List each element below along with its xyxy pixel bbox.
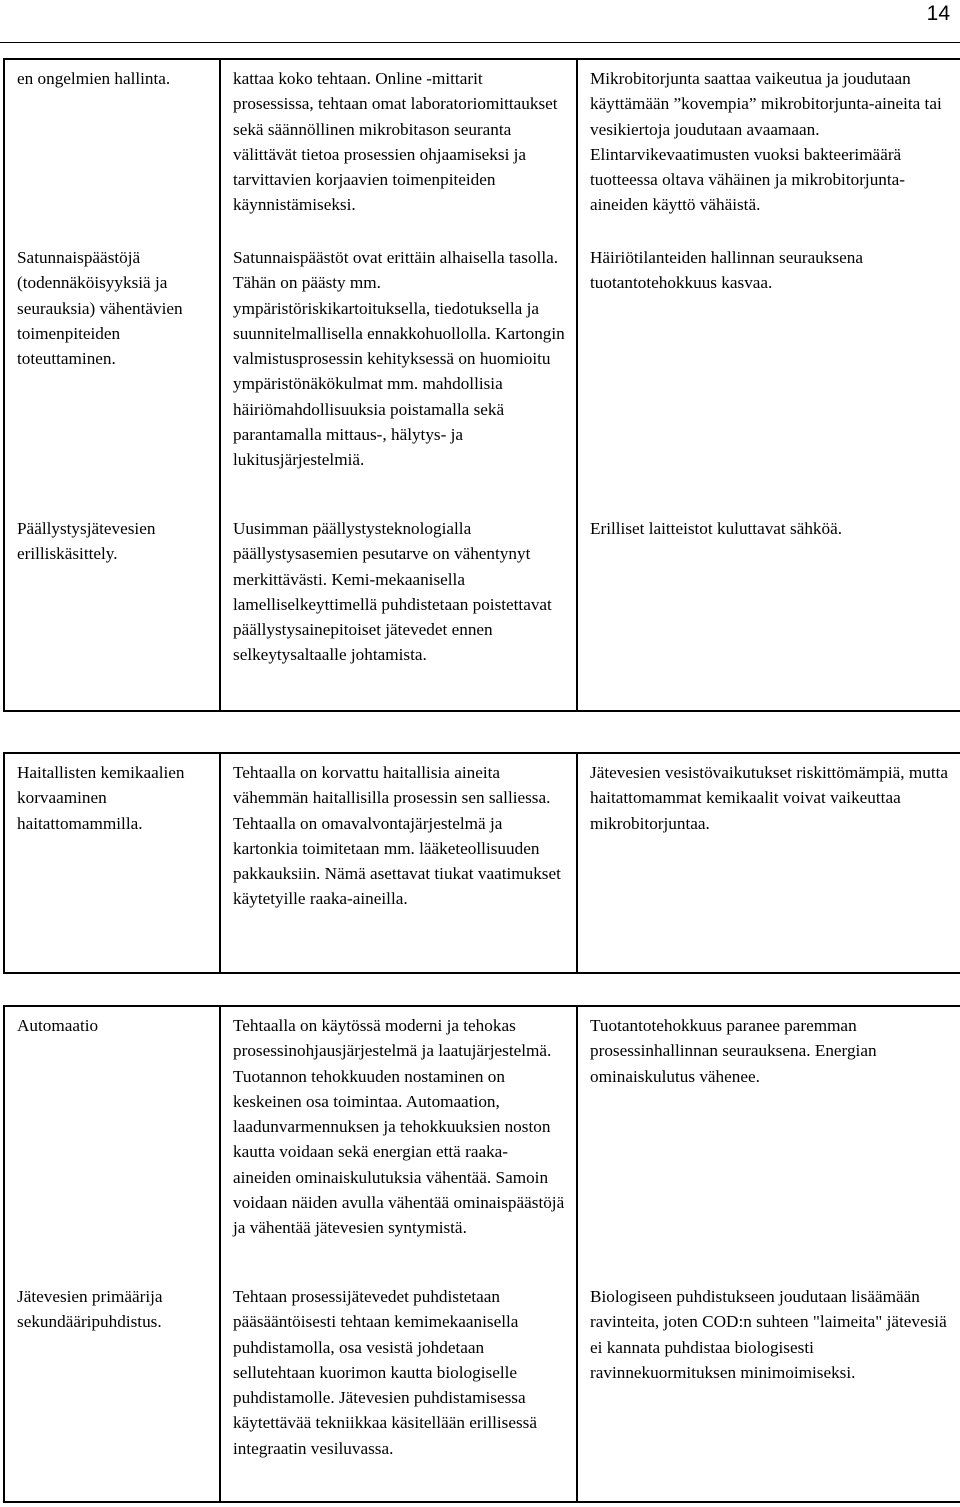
effects-cell: Jätevesien vesistövaikutukset riskittömämpiä, mutta haitattomammat kemikaalit voivat vaikeuttaa mikrobitorjuntaa. <box>577 753 960 973</box>
effects-text: Tuotantotehokkuus paranee paremman prosessinhallinnan seurauksena. Energian ominaiskulutus vähenee. <box>590 1016 877 1086</box>
measures-table-part-1 <box>3 58 960 712</box>
measures-table-part-2 <box>3 752 960 974</box>
measure-cell: Haitallisten kemikaalien korvaaminen haitattomammilla. <box>4 753 220 973</box>
measures-table-part-3 <box>3 1005 960 1503</box>
effects-cell <box>577 59 960 711</box>
implementation-text: Tehtaan prosessijätevedet puhdistetaan pääsääntöisesti tehtaan kemimekaanisella puhdistamolla, osa vesistä johdetaan sellutehtaan kuorimon kautta biologiselle puhdistamolle. Jätevesien puhdistamisessa käytettävää tekniikkaa käsitellään erillisessä integraatin vesiluvassa. <box>233 1287 537 1458</box>
table-row <box>4 59 960 711</box>
implementation-text: Tehtaalla on käytössä moderni ja tehokas prosessinohjausjärjestelmä ja laatujärjestelmä. Tuotannon tehokkuuden nostaminen on keskeinen osa toimintaa. Automaation, laadunvarmennuksen ja tehokkuuksien noston kautta voidaan sekä energian että raaka-aineiden ominaiskulutuksia vähentää. Samoin voidaan näiden avulla vähentää ominaispäästöjä ja vähentää jätevesien syntymistä. <box>233 1016 565 1238</box>
measure-text: en ongelmien hallinta. <box>17 69 171 88</box>
measure-text: Satunnaispäästöjä (todennäköisyyksiä ja seurauksia) vähentävien toimenpiteiden toteuttaminen. <box>17 248 183 369</box>
implementation-cell <box>220 1006 577 1502</box>
implementation-cell: Tehtaalla on korvattu haitallisia aineita vähemmän haitallisilla prosessin sen salliessa. Tehtaalla on omavalvontajärjestelmä ja kartonkia toimitetaan mm. lääketeollisuuden pakkauksiin. Nämä asettavat tiukat vaatimukset käytetyille raaka-aineilla. <box>220 753 577 973</box>
table-row <box>4 753 960 973</box>
effects-text: Biologiseen puhdistukseen joudutaan lisäämään ravinteita, joten COD:n suhteen "laimeita" jätevesiä ei kannata puhdistaa biologisesti ravinnekuormituksen minimoimiseksi. <box>590 1287 947 1382</box>
measure-cell <box>4 1006 220 1502</box>
effects-text: Häiriötilanteiden hallinnan seurauksena tuotantotehokkuus kasvaa. <box>590 248 863 293</box>
effects-cell <box>577 1006 960 1502</box>
implementation-text: Uusimman päällystysteknologialla päällystysasemien pesutarve on vähentynyt merkittävästi. Kemi-mekaanisella lamelliselkeyttimellä puhdistetaan poistettavat päällystysainepitoiset jätevedet ennen selkeytysaltaalle johtamista. <box>233 519 552 665</box>
effects-text: Mikrobitorjunta saattaa vaikeutua ja joudutaan käyttämään ”kovempia” mikrobitorjunta-aineita tai vesikiertoja joudutaan avaamaan. Elintarvikevaatimusten vuoksi bakteerimäärä tuotteessa oltava vähäinen ja mikrobitorjunta-aineiden käyttö vähäistä. <box>590 69 942 215</box>
implementation-text: Satunnaispäästöt ovat erittäin alhaisella tasolla. Tähän on päästy mm. ympäristöriskikartoituksella, tiedotuksella ja suunnitelmallisella ennakkohuollolla. Kartongin valmistusprosessin kehityksessä on huomioitu ympäristönäkökulmat mm. mahdollisia häiriömahdollisuuksia poistamalla sekä parantamalla mittaus-, hälytys- ja lukitusjärjestelmiä. <box>233 248 565 470</box>
page-number: 14 <box>926 2 950 25</box>
measure-text: Jätevesien primäärija sekundääripuhdistus. <box>17 1287 163 1332</box>
header-rule <box>0 42 960 43</box>
measure-text: Päällystysjätevesien erilliskäsittely. <box>17 519 156 564</box>
table-row <box>4 1006 960 1502</box>
effects-text: Erilliset laitteistot kuluttavat sähköä. <box>590 519 843 538</box>
measure-text: Automaatio <box>17 1016 99 1035</box>
implementation-cell <box>220 59 577 711</box>
measure-cell <box>4 59 220 711</box>
implementation-text: kattaa koko tehtaan. Online -mittarit prosessissa, tehtaan omat laboratoriomittaukset sekä säännöllinen mikrobitason seuranta välittävät tietoa prosessien ohjaamiseksi ja tarvittavien korjaavien toimenpiteiden käynnistämiseksi. <box>233 69 558 215</box>
